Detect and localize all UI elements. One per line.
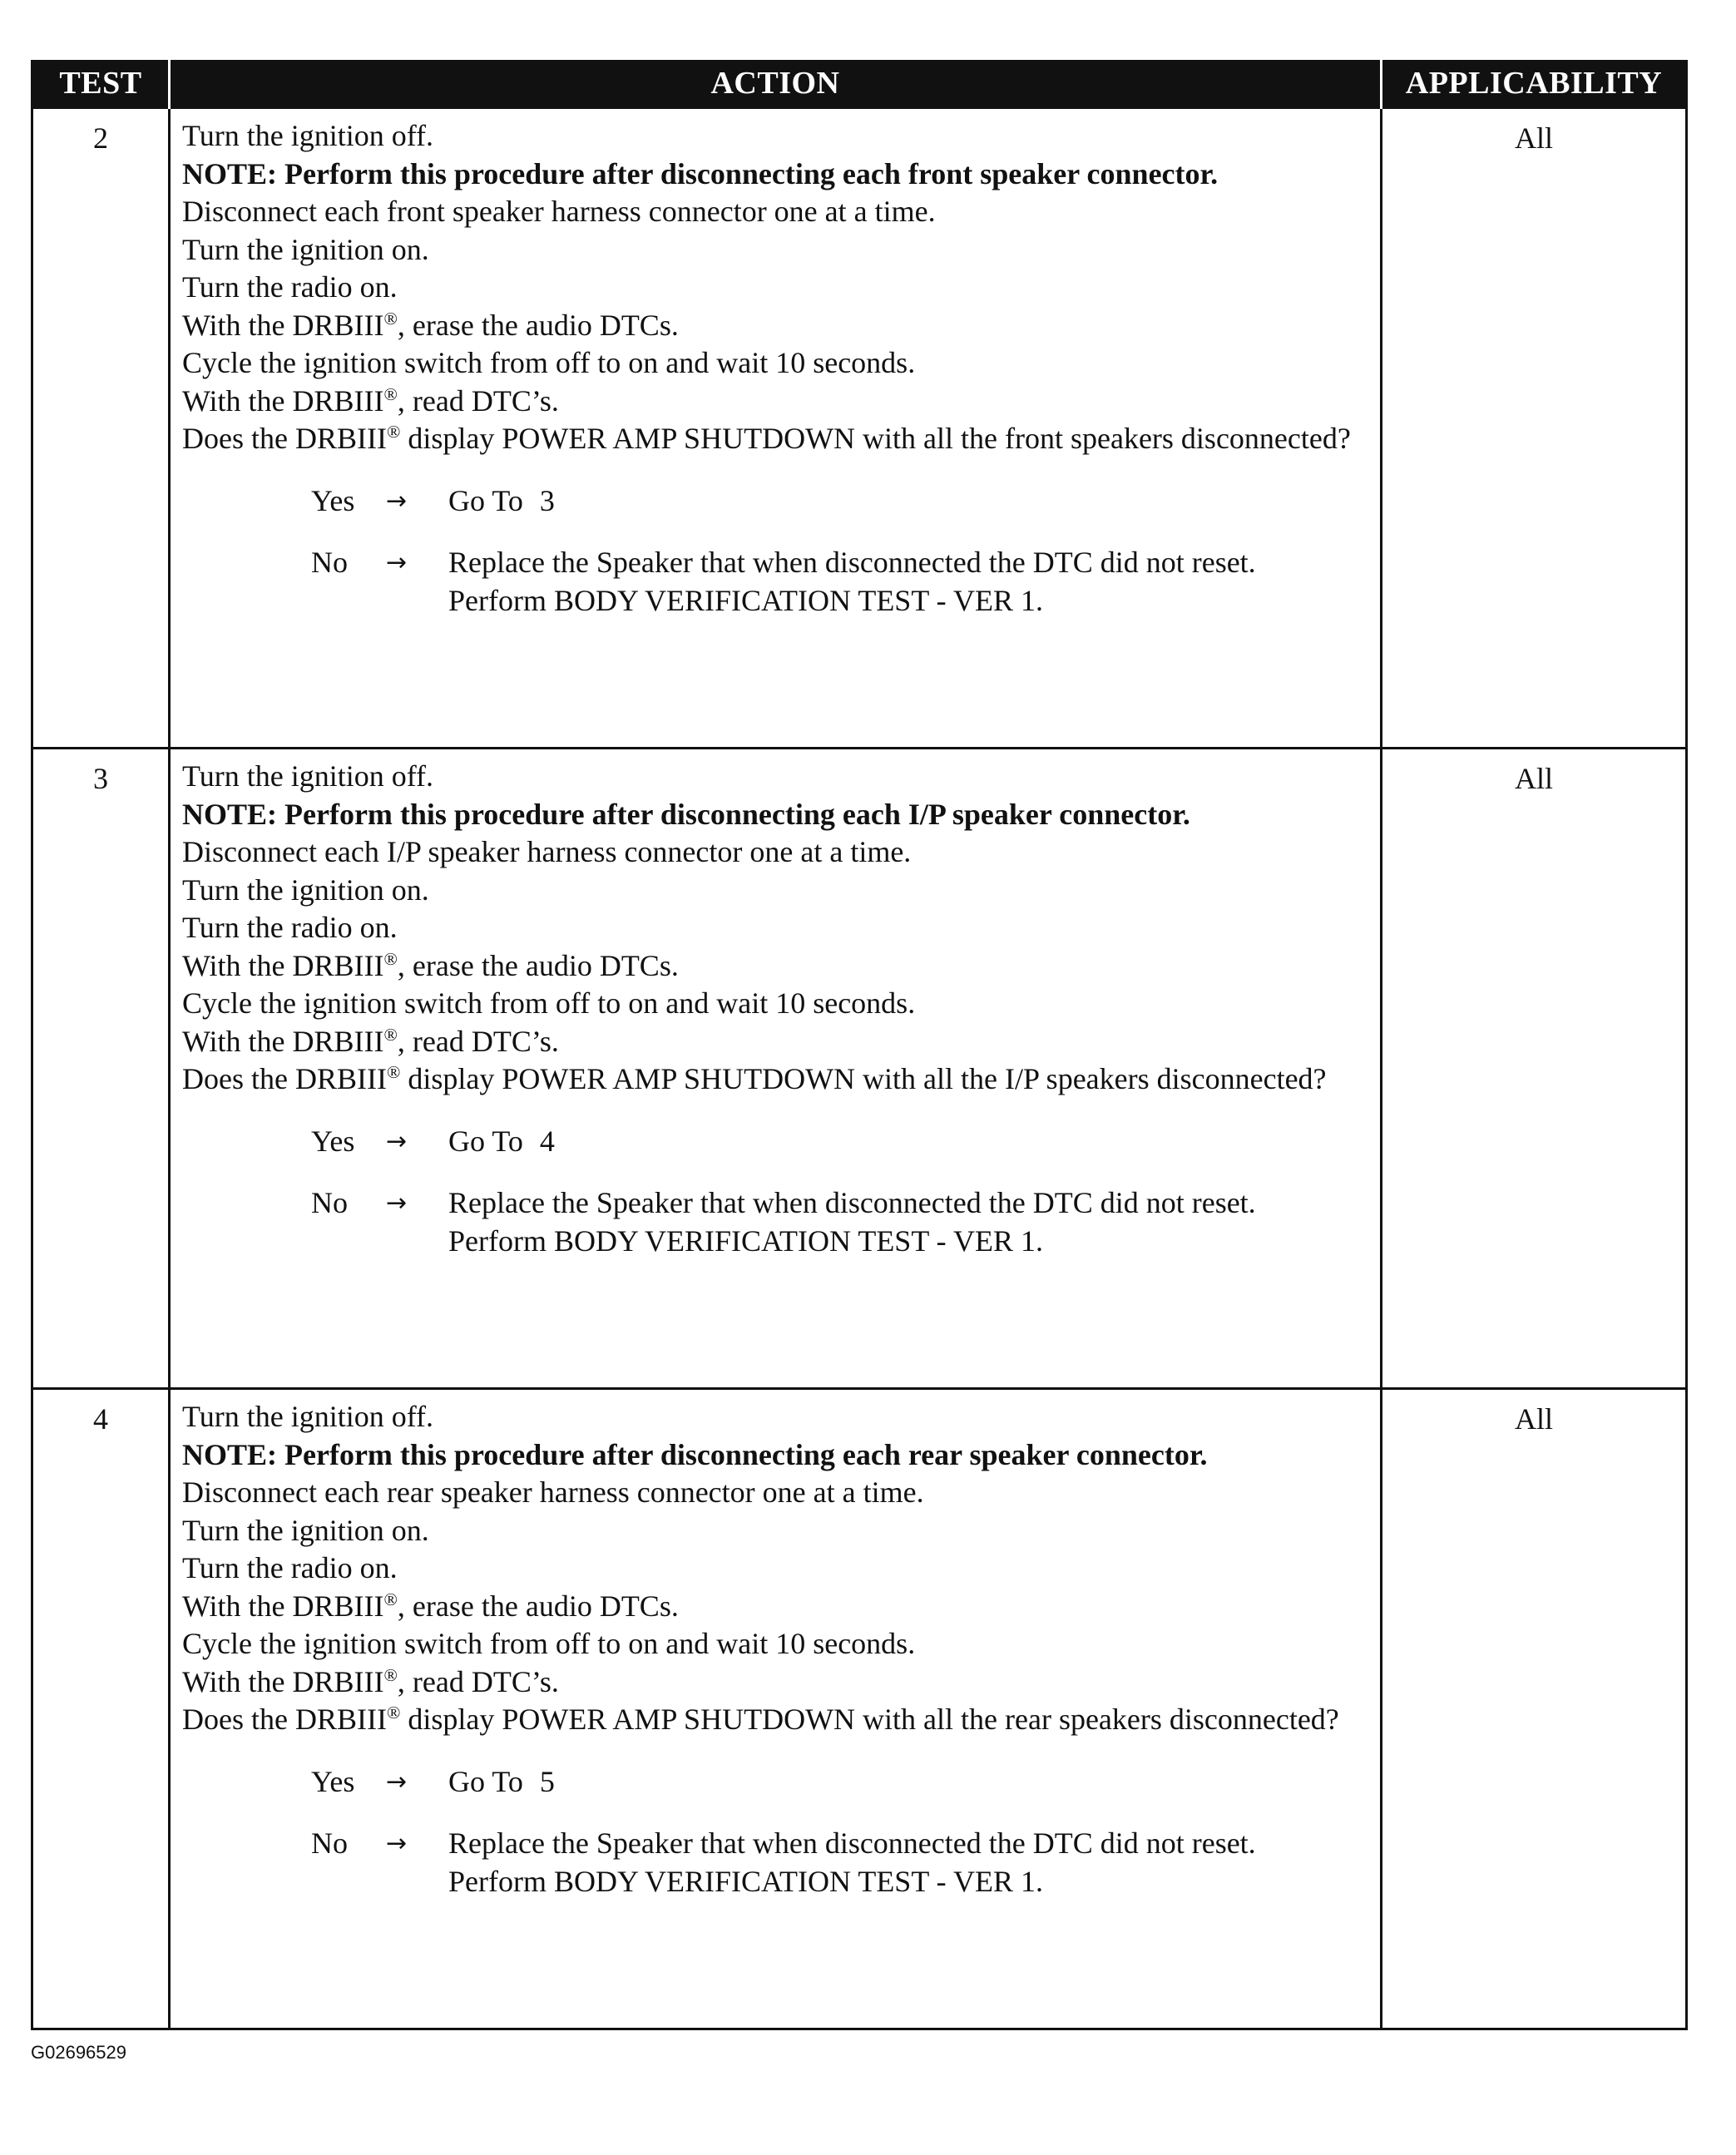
- action-cell: [170, 749, 1382, 1389]
- action-step: With the DRBIII®, read DTC’s.: [182, 1664, 559, 1698]
- arrow-right-icon: →: [386, 548, 408, 577]
- action-step: Turn the ignition on.: [182, 1513, 429, 1547]
- action-step: Turn the ignition on.: [182, 232, 429, 266]
- action-step: With the DRBIII®, erase the audio DTCs.: [182, 308, 679, 342]
- no-label: No: [311, 1826, 348, 1860]
- registered-mark: ®: [383, 308, 398, 329]
- goto-text: Go To: [448, 483, 523, 517]
- goto-test-number: 3: [539, 483, 555, 517]
- applicability-value: All: [1382, 108, 1687, 749]
- test-number: 3: [32, 749, 170, 1389]
- arrow-right-icon: →: [386, 1126, 408, 1156]
- action-step: With the DRBIII®, read DTC’s.: [182, 1024, 559, 1058]
- action-question: Does the DRBIII® display POWER AMP SHUTDOWN with all the I/P speakers disconnected?: [182, 1062, 1327, 1095]
- no-branch: [311, 1184, 1370, 1260]
- yes-branch: [311, 482, 1370, 521]
- header-applicability: APPLICABILITY: [1382, 60, 1687, 108]
- yes-label: Yes: [311, 1764, 355, 1798]
- goto-text: Go To: [448, 1124, 523, 1158]
- action-step: With the DRBIII®, read DTC’s.: [182, 383, 559, 418]
- header-test: TEST: [32, 60, 170, 108]
- action-step: With the DRBIII®, erase the audio DTCs.: [182, 948, 679, 982]
- arrow-right-icon: →: [386, 486, 408, 516]
- arrow-right-icon: →: [386, 1829, 408, 1858]
- table-header-row: [32, 60, 1687, 108]
- no-label: No: [311, 1186, 348, 1219]
- action-question: Does the DRBIII® display POWER AMP SHUTDOWN with all the front speakers disconnected?: [182, 422, 1351, 455]
- no-action-verify: Perform BODY VERIFICATION TEST - VER 1.: [448, 583, 1044, 617]
- no-action-verify: Perform BODY VERIFICATION TEST - VER 1.: [448, 1864, 1044, 1898]
- action-step: Turn the ignition on.: [182, 872, 429, 907]
- registered-mark: ®: [383, 948, 398, 969]
- action-note: NOTE: Perform this procedure after disconnecting each I/P speaker connector.: [182, 797, 1190, 831]
- test-number: 4: [32, 1389, 170, 2029]
- registered-mark: ®: [386, 1062, 401, 1083]
- action-step: Turn the ignition off.: [182, 1400, 434, 1433]
- header-action: ACTION: [170, 60, 1382, 108]
- table-row: [32, 749, 1687, 1389]
- registered-mark: ®: [383, 383, 398, 404]
- table-row: [32, 108, 1687, 749]
- action-step: Disconnect each front speaker harness connector one at a time.: [182, 195, 936, 228]
- action-step: Disconnect each rear speaker harness connector one at a time.: [182, 1475, 924, 1509]
- action-step: Turn the radio on.: [182, 270, 398, 304]
- action-step: With the DRBIII®, erase the audio DTCs.: [182, 1589, 679, 1623]
- applicability-value: All: [1382, 1389, 1687, 2029]
- no-action-text: Replace the Speaker that when disconnected the DTC did not reset.: [448, 546, 1256, 579]
- action-step: Cycle the ignition switch from off to on and wait 10 seconds.: [182, 986, 916, 1020]
- goto-test-number: 5: [539, 1764, 555, 1798]
- action-step: Turn the radio on.: [182, 1551, 398, 1584]
- registered-mark: ®: [386, 1703, 401, 1723]
- diagnostic-test-table: [31, 60, 1688, 2030]
- test-number: 2: [32, 108, 170, 749]
- action-step: Turn the ignition off.: [182, 119, 434, 152]
- action-question: Does the DRBIII® display POWER AMP SHUTDOWN with all the rear speakers disconnected?: [182, 1703, 1339, 1736]
- goto-test-number: 4: [539, 1124, 555, 1158]
- no-action-text: Replace the Speaker that when disconnected the DTC did not reset.: [448, 1186, 1256, 1219]
- action-note: NOTE: Perform this procedure after disconnecting each front speaker connector.: [182, 156, 1219, 190]
- action-cell: [170, 1389, 1382, 2029]
- yes-branch: [311, 1123, 1370, 1161]
- yes-label: Yes: [311, 483, 355, 517]
- applicability-value: All: [1382, 749, 1687, 1389]
- no-label: No: [311, 546, 348, 579]
- action-step: Turn the ignition off.: [182, 759, 434, 793]
- action-note: NOTE: Perform this procedure after disconnecting each rear speaker connector.: [182, 1437, 1208, 1471]
- action-cell: [170, 108, 1382, 749]
- no-branch: [311, 544, 1370, 620]
- action-step: Cycle the ignition switch from off to on and wait 10 seconds.: [182, 346, 916, 379]
- no-action-verify: Perform BODY VERIFICATION TEST - VER 1.: [448, 1223, 1044, 1258]
- arrow-right-icon: →: [386, 1189, 408, 1218]
- registered-mark: ®: [383, 1664, 398, 1685]
- registered-mark: ®: [383, 1024, 398, 1045]
- action-step: Cycle the ignition switch from off to on and wait 10 seconds.: [182, 1627, 916, 1660]
- action-step: Turn the radio on.: [182, 911, 398, 944]
- yes-label: Yes: [311, 1124, 355, 1158]
- registered-mark: ®: [383, 1589, 398, 1609]
- goto-text: Go To: [448, 1764, 523, 1798]
- table-row: [32, 1389, 1687, 2029]
- registered-mark: ®: [386, 422, 401, 442]
- no-action-text: Replace the Speaker that when disconnected the DTC did not reset.: [448, 1826, 1256, 1860]
- yes-branch: [311, 1763, 1370, 1802]
- figure-id: G02696529: [31, 2042, 126, 2063]
- no-branch: [311, 1825, 1370, 1900]
- action-step: Disconnect each I/P speaker harness connector one at a time.: [182, 835, 912, 868]
- arrow-right-icon: →: [386, 1767, 408, 1797]
